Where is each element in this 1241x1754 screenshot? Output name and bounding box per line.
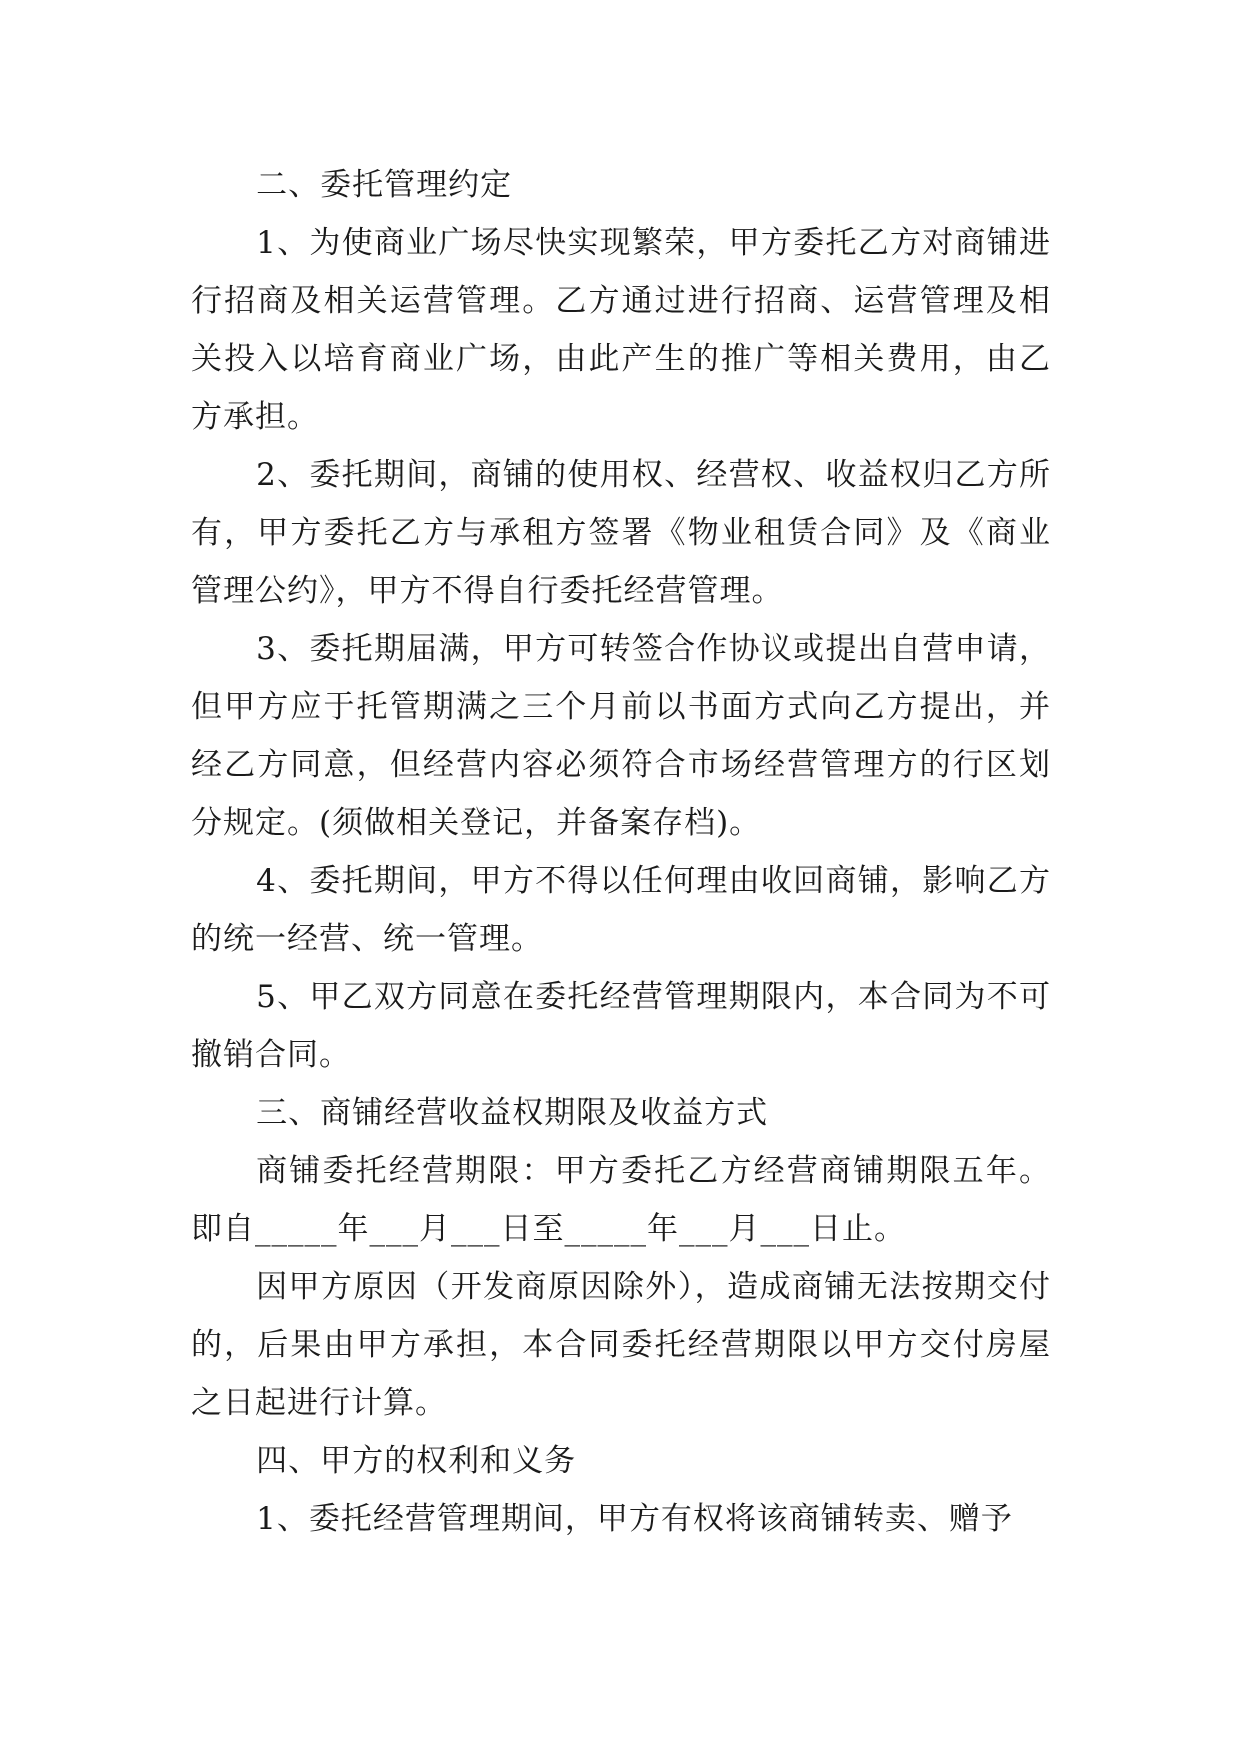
clause-paragraph: 因甲方原因（开发商原因除外），造成商铺无法按期交付的，后果由甲方承担，本合同委托经营期限以甲方交付房屋之日起进行计算。: [191, 1269, 1051, 1421]
section-heading-entrustment: 二、委托管理约定: [256, 167, 513, 203]
section-heading-term: 三、商铺经营收益权期限及收益方式: [256, 1095, 769, 1131]
clause-paragraph: 2、委托期间，商铺的使用权、经营权、收益权归乙方所有，甲方委托乙方与承租方签署《物业租赁合同》及《商业管理公约》，甲方不得自行委托经营管理。: [191, 457, 1051, 609]
section-heading-party-a: 四、甲方的权利和义务: [256, 1443, 577, 1479]
clause-paragraph: 4、委托期间，甲方不得以任何理由收回商铺，影响乙方的统一经营、统一管理。: [191, 863, 1051, 957]
document-body: [191, 156, 1051, 1548]
clause-paragraph: 商铺委托经营期限：甲方委托乙方经营商铺期限五年。即自_____年___月___日至_____年___月___日止。: [191, 1153, 1051, 1247]
clause-paragraph: 5、甲乙双方同意在委托经营管理期限内，本合同为不可撤销合同。: [191, 979, 1051, 1073]
clause-paragraph: 1、委托经营管理期间，甲方有权将该商铺转卖、赠予: [256, 1501, 1013, 1537]
clause-paragraph: 3、委托期届满，甲方可转签合作协议或提出自营申请，但甲方应于托管期满之三个月前以书面方式向乙方提出，并经乙方同意，但经营内容必须符合市场经营管理方的行区划分规定。(须做相关登记，并备案存档)。: [191, 631, 1051, 841]
clause-paragraph: 1、为使商业广场尽快实现繁荣，甲方委托乙方对商铺进行招商及相关运营管理。乙方通过进行招商、运营管理及相关投入以培育商业广场，由此产生的推广等相关费用，由乙方承担。: [191, 225, 1051, 435]
